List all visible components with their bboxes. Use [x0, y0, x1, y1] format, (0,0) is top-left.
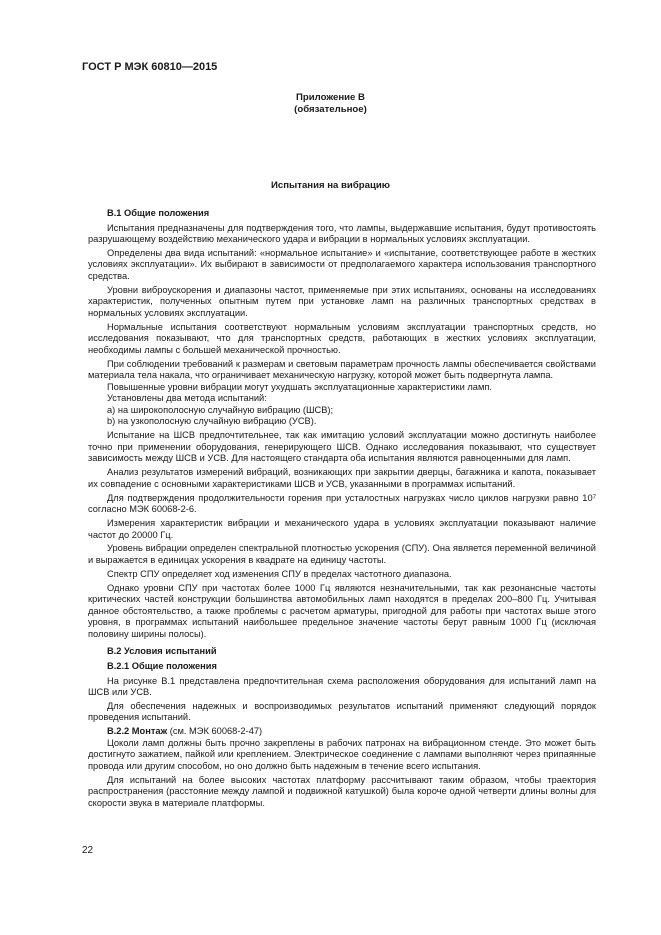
annex-title: Приложение В — [296, 92, 365, 103]
paragraph: Измерения характеристик вибрации и механического удара в условиях эксплуатации показывают наличие частот до 20000 Гц. — [88, 518, 596, 540]
page-title: Испытания на вибрацию — [271, 180, 390, 191]
paragraph: Уровни виброускорения и диапазоны частот, применяемые при этих испытаниях, основаны на исследованиях характеристик, полученных опытным путем при установке ламп на различных транспортных средствах в нормальных условиях эксплуатации. — [88, 284, 596, 318]
b22-reference: (см. МЭК 60068-2-47) — [167, 726, 263, 737]
page-number: 22 — [82, 845, 94, 856]
section-heading-b1: В.1 Общие положения — [107, 208, 210, 218]
paragraph: На рисунке В.1 представлена предпочтительная схема расположения оборудования для испытаний ламп на ШСВ или УСВ. — [88, 675, 596, 698]
annex-status: (обязательное) — [294, 104, 367, 115]
paragraph: Установлены два метода испытаний: — [107, 393, 267, 404]
paragraph: Для обеспечения надежных и воспроизводимых результатов испытаний применяют следующий порядок проведения испытаний. — [88, 700, 596, 723]
paragraph: Для подтверждения продолжительности горения при усталостных нагрузках число циклов нагрузки равно 10⁷ согласно МЭК 60068-2-6. — [88, 492, 596, 515]
paragraph: Анализ результатов измерений вибраций, возникающих при закрытии дверцы, багажника и капота, показывает их совпадение с основными характеристиками ШСВ и УСВ, указанными в программах испытаний. — [88, 467, 596, 489]
paragraph: Испытания предназначены для подтверждения того, что лампы, выдержавшие испытания, будут противостоять разрушающему воздействию механического удара и вибрации в нормальных условиях эксплуатации. — [88, 222, 596, 245]
paragraph: Уровень вибрации определен спектральной плотностью ускорения (СПУ). Она является переменной величиной и выражается в единицах ускорения в квадрате на единицу частоты. — [88, 543, 596, 565]
paragraph: Нормальные испытания соответствуют нормальным условиям эксплуатации транспортных средств, но исследования показывают, что для транспортных средств, работающих в жестких условиях эксплуатации, необходимы лампы с большей механической прочностью. — [88, 321, 596, 355]
paragraph: Однако уровни СПУ при частотах более 1000 Гц являются незначительными, так как резонансные частоты критических частей конструкции большинства автомобильных ламп находятся в пределах 200–800 Гц. Учитывая данное обстоятельство, а также проблемы с расчетом арматуры, пригодной для работы при частотах выше этого уровня, в программах испытаний наибольшее предельное значение частоты берут равным 1000 Гц (исключая половину ширины полосы). — [88, 582, 596, 639]
paragraph: Повышенные уровни вибрации могут ухудшать эксплуатационные характеристики ламп. — [107, 381, 492, 392]
list-item: b) на узкополосную случайную вибрацию (УСВ). — [107, 416, 317, 427]
paragraph: Цоколи ламп должны быть прочно закреплены в рабочих патронах на вибрационном стенде. Это может быть достигнуто зажатием, пайкой или креплением. Электрическое соединение с лампами выполняют через припаянные провода или другим способом, но оно должно быть надежным в течение всего испытания. — [88, 737, 596, 771]
b22-heading-text: В.2.2 Монтаж — [107, 726, 168, 737]
document-header: ГОСТ Р МЭК 60810—2015 — [82, 61, 218, 73]
list-item: a) на широкополосную случайную вибрацию (ШСВ); — [107, 404, 334, 415]
section-heading-b2: В.2 Условия испытаний — [107, 646, 217, 657]
paragraph: Определены два вида испытаний: «нормальное испытание» и «испытание, соответствующее работе в жестких условиях эксплуатации». Их выбирают в зависимости от предполагаемого характера использования транспортного средства. — [88, 247, 596, 282]
document-body — [88, 208, 596, 812]
paragraph: Испытание на ШСВ предпочтительнее, так как имитацию условий эксплуатации можно достигнуть наиболее точно при применении оборудования, генерирующего ШСВ. Однако исследования показывают, что существует зависимость между ШСВ и УСВ. Для настоящего стандарта оба испытания являются равноценными для ламп. — [88, 430, 596, 464]
section-heading-b21: В.2.1 Общие положения — [107, 660, 217, 671]
section-heading-b22 — [88, 726, 596, 738]
paragraph: Для испытаний на более высоких частотах платформу рассчитывают таким образом, чтобы траектория распространения (расстояние между лампой и подвижной катушкой) была короче одной четверти длины волны для скорости звука в материале платформы. — [88, 774, 596, 808]
annex-label — [0, 92, 661, 116]
paragraph: При соблюдении требований к размерам и световым параметрам прочность лампы обеспечивается свойствами материала тела накала, что ограничивает механическую нагрузку, которой может быть подвергнута лампа. — [88, 358, 596, 381]
paragraph: Спектр СПУ определяет ход изменения СПУ в пределах частотного диапазона. — [107, 568, 452, 579]
